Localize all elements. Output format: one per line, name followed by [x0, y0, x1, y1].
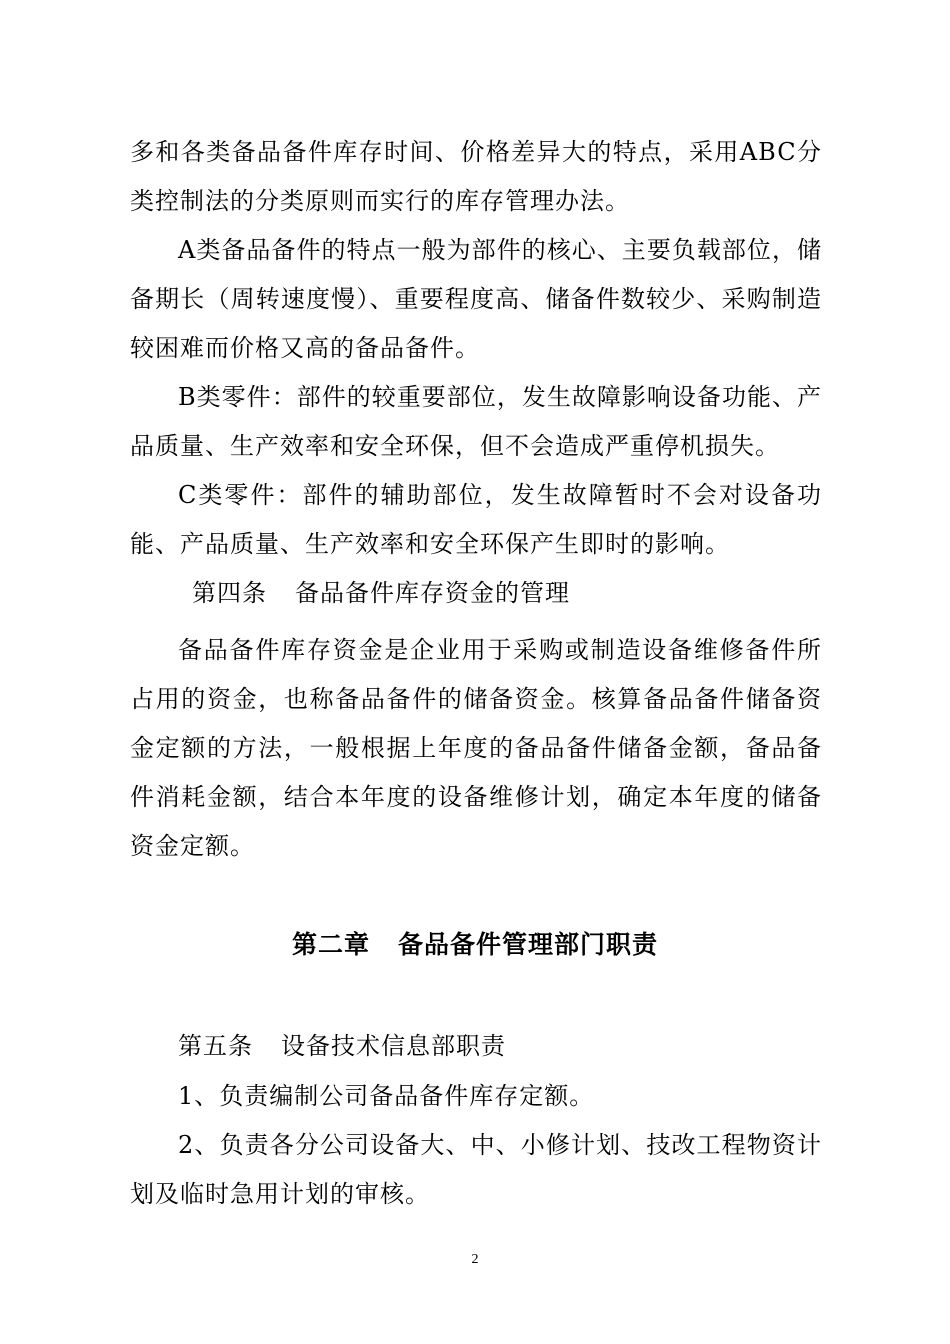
page-number: 2	[471, 1252, 479, 1267]
article-5-title: 设备技术信息部职责	[281, 1032, 506, 1060]
chapter-heading	[0, 920, 950, 969]
article-4-title: 备品备件库存资金的管理	[295, 579, 570, 607]
paragraph-class-b: B类零件：部件的较重要部位，发生故障影响设备功能、产品质量、生产效率和安全环保，但不会造成严重停机损失。	[130, 383, 822, 460]
article-5-number: 第五条	[178, 1032, 253, 1060]
list-item-1: 1、负责编制公司备品备件库存定额。	[178, 1082, 595, 1110]
chapter-number: 第二章	[291, 930, 370, 959]
paragraph-class-a: A类备品备件的特点一般为部件的核心、主要负载部位，储备期长（周转速度慢）、重要程度高、储备件数较少、采购制造较困难而价格又高的备品备件。	[130, 236, 822, 362]
article-4-heading	[130, 569, 884, 618]
list-item-2: 2、负责各分公司设备大、中、小修计划、技改工程物资计划及临时急用计划的审核。	[130, 1131, 822, 1208]
article-4-number: 第四条	[192, 579, 267, 607]
paragraph-abc-method: 多和各类备品备件库存时间、价格差异大的特点，采用ABC分类控制法的分类原则而实行的库存管理办法。	[130, 138, 822, 215]
paragraph-inventory-funds: 备品备件库存资金是企业用于采购或制造设备维修备件所占用的资金，也称备品备件的储备资金。核算备品备件储备资金定额的方法，一般根据上年度的备品备件储备金额，备品备件消耗金额，结合本年度的设备维修计划，确定本年度的储备资金定额。	[130, 636, 822, 860]
chapter-title: 备品备件管理部门职责	[398, 930, 659, 959]
article-5-heading	[130, 1022, 870, 1071]
paragraph-class-c: C类零件：部件的辅助部位，发生故障暂时不会对设备功能、产品质量、生产效率和安全环保产生即时的影响。	[130, 481, 822, 558]
